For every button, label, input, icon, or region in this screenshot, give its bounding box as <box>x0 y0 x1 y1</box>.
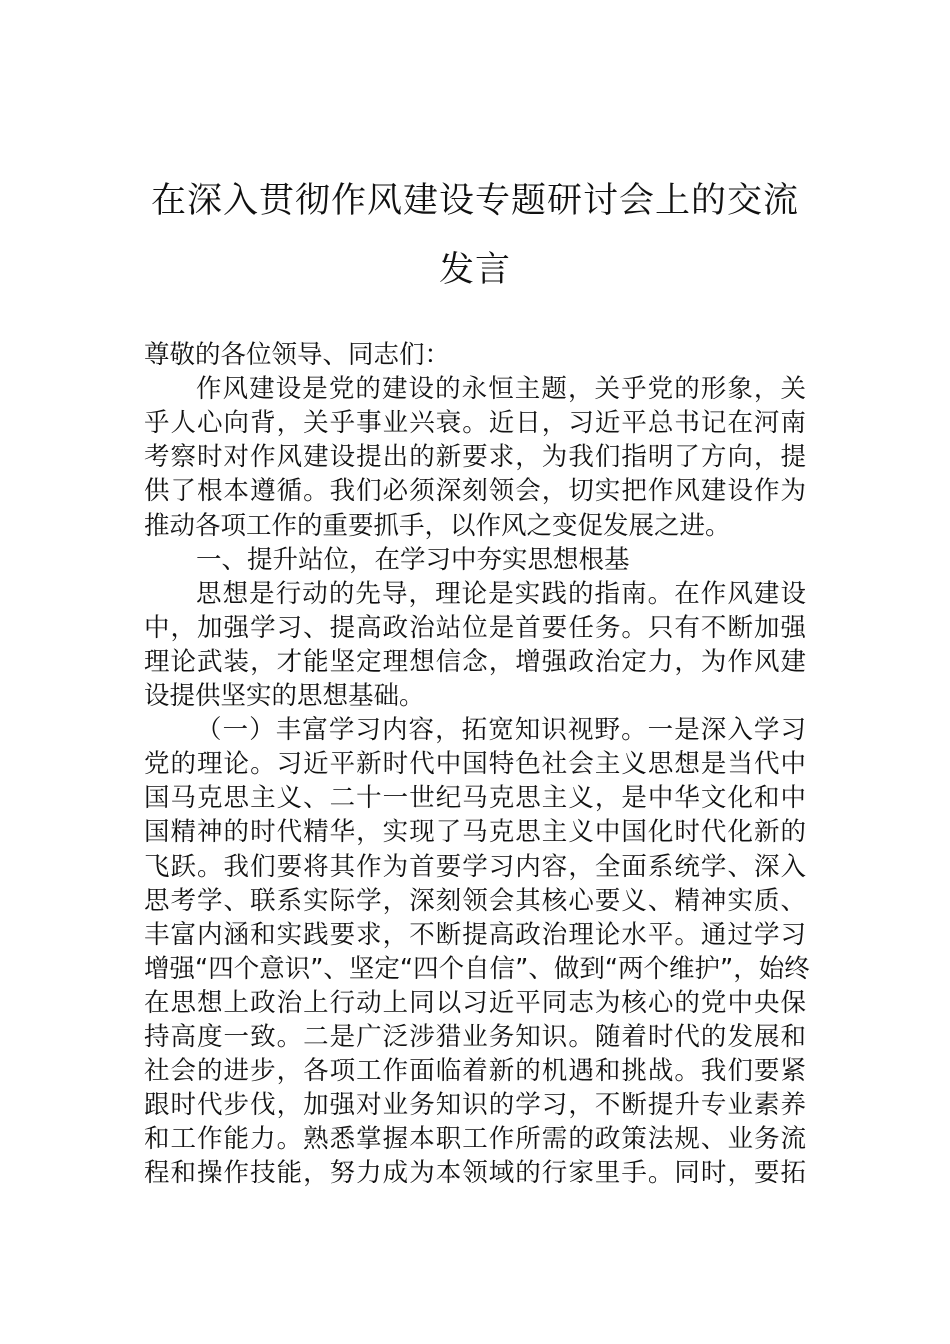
body-text-line: 程和操作技能，努力成为本领域的行家里手。同时，要拓 <box>144 1158 806 1189</box>
body-text-line: 中，加强学习、提高政治站位是首要任务。只有不断加强 <box>144 612 806 643</box>
body-text-line: 党的理论。习近平新时代中国特色社会主义思想是当代中 <box>144 749 806 780</box>
body-text-line: 国马克思主义、二十一世纪马克思主义，是中华文化和中 <box>144 783 806 814</box>
document-title-line-2: 发言 <box>438 250 511 290</box>
document-title-line-1: 在深入贯彻作风建设专题研讨会上的交流 <box>150 181 799 221</box>
body-text-line: 丰富内涵和实践要求，不断提高政治理论水平。通过学习 <box>144 919 806 950</box>
body-text-line: 作风建设是党的建设的永恒主题，关乎党的形象，关 <box>196 374 806 405</box>
body-text-line: （一）丰富学习内容，拓宽知识视野。一是深入学习 <box>196 715 806 746</box>
body-text-line: 尊敬的各位领导、同志们： <box>144 340 451 370</box>
body-text-line: 跟时代步伐，加强对业务知识的学习，不断提升专业素养 <box>144 1090 806 1121</box>
body-text-line: 理论武装，才能坚定理想信念，增强政治定力，为作风建 <box>144 646 806 677</box>
body-text-line: 思考学、联系实际学，深刻领会其核心要义、精神实质、 <box>144 885 806 916</box>
body-text-line: 飞跃。我们要将其作为首要学习内容，全面系统学、深入 <box>144 851 806 882</box>
body-text-line: 推动各项工作的重要抓手，以作风之变促发展之进。 <box>144 510 731 541</box>
body-text-line: 乎人心向背，关乎事业兴衰。近日，习近平总书记在河南 <box>144 408 806 439</box>
body-text-line: 设提供坚实的思想基础。 <box>144 681 425 711</box>
body-text-line: 思想是行动的先导，理论是实践的指南。在作风建设 <box>196 578 806 609</box>
body-text-line: 考察时对作风建设提出的新要求，为我们指明了方向，提 <box>144 442 806 473</box>
body-text-line: 持高度一致。二是广泛涉猎业务知识。随着时代的发展和 <box>144 1022 806 1052</box>
body-text-line: 供了根本遵循。我们必须深刻领会，切实把作风建设作为 <box>144 476 806 507</box>
section-heading: 一、提升站位，在学习中夯实思想根基 <box>196 544 630 575</box>
body-text-line: 国精神的时代精华，实现了马克思主义中国化时代化新的 <box>144 817 806 848</box>
body-text-line: 增强“四个意识”、坚定“四个自信”、做到“两个维护”，始终 <box>144 953 810 984</box>
body-text-line: 和工作能力。熟悉掌握本职工作所需的政策法规、业务流 <box>144 1124 806 1155</box>
body-text-line: 社会的进步，各项工作面临着新的机遇和挑战。我们要紧 <box>144 1056 806 1087</box>
body-text-line: 在思想上政治上行动上同以习近平同志为核心的党中央保 <box>144 987 806 1018</box>
